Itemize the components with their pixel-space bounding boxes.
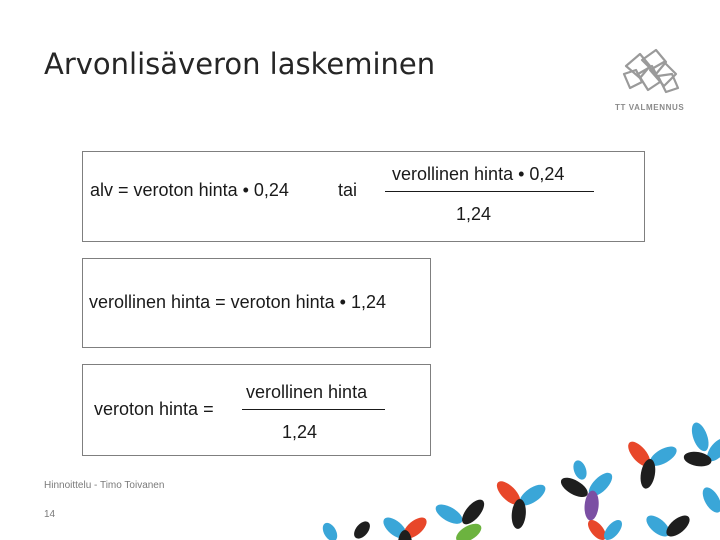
logo-text: TT VALMENNUS xyxy=(615,103,685,112)
veroton-fraction-denominator: 1,24 xyxy=(282,422,318,442)
or-word: tai xyxy=(338,180,358,200)
veroton-fraction-numerator: verollinen hinta xyxy=(246,382,368,402)
verollinen-formula: verollinen hinta = veroton hinta • 1,24 xyxy=(89,292,386,312)
footer-credit: Hinnoittelu - Timo Toivanen xyxy=(44,480,165,491)
alv-formula: alv = veroton hinta • 0,24 xyxy=(90,180,289,200)
alv-fraction-denominator: 1,24 xyxy=(456,204,492,224)
slide-title: Arvonlisäveron laskeminen xyxy=(44,47,436,81)
page-number: 14 xyxy=(44,509,56,520)
alv-fraction-line xyxy=(385,191,594,192)
veroton-label: veroton hinta = xyxy=(94,399,214,419)
decorative-brand-shapes-icon xyxy=(300,400,720,540)
alv-fraction-numerator: verollinen hinta • 0,24 xyxy=(392,164,565,184)
